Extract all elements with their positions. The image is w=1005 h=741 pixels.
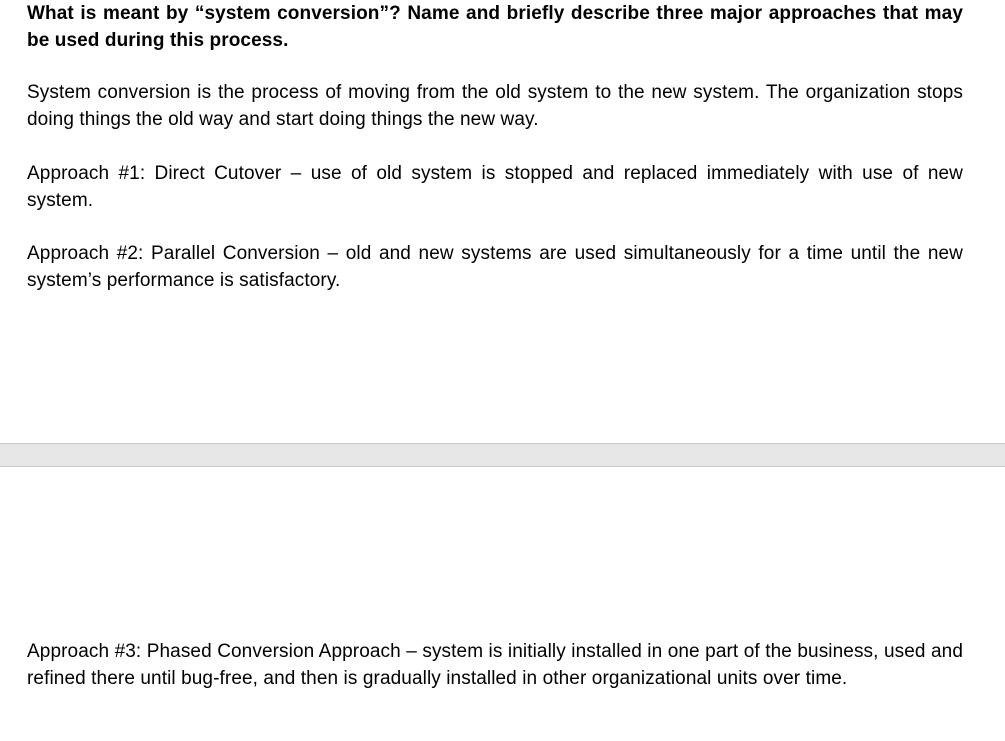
- approach-1-paragraph: Approach #1: Direct Cutover – use of old system is stopped and replaced immediately with use of new system.: [27, 163, 963, 211]
- document-page-2: [0, 467, 1005, 741]
- question-heading: What is meant by “system conversion”? Name and briefly describe three major approaches that may be used during this process.: [27, 3, 963, 51]
- approach-3-paragraph: Approach #3: Phased Conversion Approach – system is initially installed in one part of the business, used and refined there until bug-free, and then is gradually installed in other organizational units over time.: [27, 641, 963, 689]
- approach-2-paragraph: Approach #2: Parallel Conversion – old and new systems are used simultaneously for a time until the new system’s performance is satisfactory.: [27, 243, 963, 291]
- page-break-gap: [0, 443, 1005, 467]
- definition-paragraph: System conversion is the process of moving from the old system to the new system. The organization stops doing things the old way and start doing things the new way.: [27, 82, 963, 130]
